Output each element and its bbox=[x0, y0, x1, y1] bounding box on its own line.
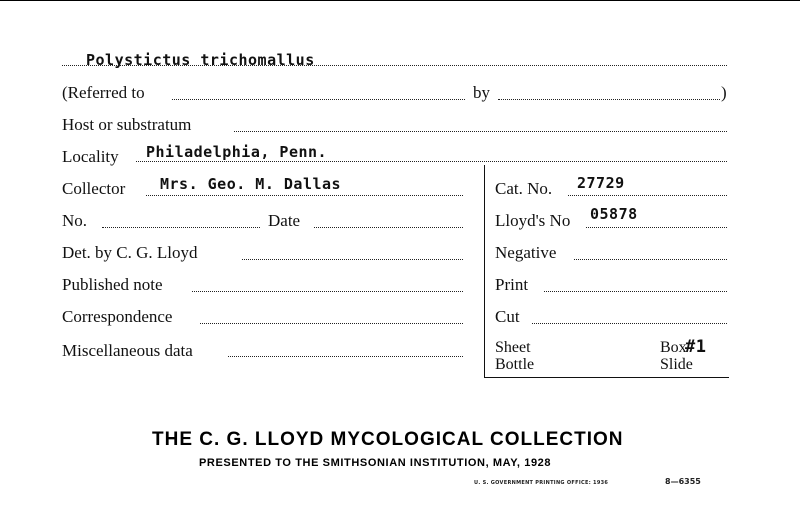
locality-value: Philadelphia, Penn. bbox=[146, 143, 328, 161]
correspondence-line bbox=[200, 323, 463, 324]
cat-no-value: 27729 bbox=[577, 174, 625, 192]
box-left-border bbox=[484, 165, 485, 377]
det-line bbox=[242, 259, 463, 260]
misc-line bbox=[228, 356, 463, 357]
correspondence-label: Correspondence bbox=[62, 307, 173, 326]
form-number: 8—6355 bbox=[665, 477, 701, 486]
referred-label: (Referred to bbox=[62, 83, 145, 102]
cut-label: Cut bbox=[495, 307, 520, 326]
number-label: No. bbox=[62, 211, 88, 230]
referred-by-label: by bbox=[473, 83, 490, 102]
negative-line bbox=[574, 259, 727, 260]
printer-imprint: U. S. GOVERNMENT PRINTING OFFICE: 1936 bbox=[474, 480, 609, 486]
lloyd-no-value: 05878 bbox=[590, 205, 638, 223]
lloyd-no-label: Lloyd's No bbox=[495, 211, 571, 230]
published-label: Published note bbox=[62, 275, 163, 294]
print-line bbox=[544, 291, 727, 292]
referred-by-line bbox=[498, 99, 720, 100]
locality-label: Locality bbox=[62, 147, 119, 166]
cat-no-label: Cat. No. bbox=[495, 179, 553, 198]
box-label: Box bbox=[660, 339, 687, 356]
collector-label: Collector bbox=[62, 179, 126, 198]
referred-close: ) bbox=[721, 83, 727, 102]
negative-label: Negative bbox=[495, 243, 557, 262]
host-label: Host or substratum bbox=[62, 115, 192, 134]
det-label: Det. by C. G. Lloyd bbox=[62, 243, 198, 262]
referred-line bbox=[172, 99, 465, 100]
published-line bbox=[192, 291, 463, 292]
date-line bbox=[314, 227, 463, 228]
collector-line bbox=[146, 195, 463, 196]
box-value: #1 bbox=[685, 337, 707, 357]
slide-label: Slide bbox=[660, 356, 693, 373]
species-name: Polystictus trichomallus bbox=[86, 51, 315, 69]
number-line bbox=[102, 227, 260, 228]
locality-line bbox=[136, 161, 727, 162]
host-line bbox=[234, 131, 727, 132]
collection-subtitle: PRESENTED TO THE SMITHSONIAN INSTITUTION, MAY, 1928 bbox=[199, 457, 552, 469]
print-label: Print bbox=[495, 275, 529, 294]
cut-line bbox=[532, 323, 727, 324]
sheet-label: Sheet bbox=[495, 339, 531, 356]
bottle-label: Bottle bbox=[495, 356, 535, 373]
collection-title: THE C. G. LLOYD MYCOLOGICAL COLLECTION bbox=[152, 429, 624, 450]
date-label: Date bbox=[268, 211, 301, 230]
lloyd-no-line bbox=[586, 227, 727, 228]
misc-label: Miscellaneous data bbox=[62, 341, 193, 360]
cat-no-line bbox=[568, 195, 727, 196]
collector-value: Mrs. Geo. M. Dallas bbox=[160, 175, 342, 193]
box-bottom-border bbox=[484, 377, 729, 378]
